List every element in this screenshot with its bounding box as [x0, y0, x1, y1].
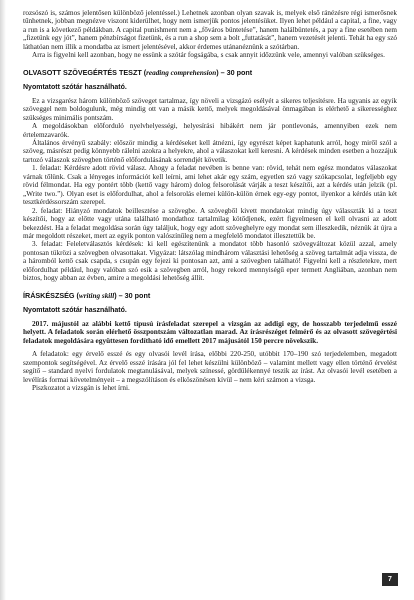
page-number-badge: 7: [382, 573, 398, 586]
section-subheading-reading: Nyomtatott szótár használható.: [23, 83, 127, 91]
paragraph-reading-3: Általános érvényű szabály: először mindig a kérdéseket kell átnézni, így egyrészt képet kaphatunk arról, hogy miről szól a szöveg, másrészt pedig könnyebb rálelni azokra a helyekre, ahol a válaszokat kell keresni. A kérdések minden esetben a hozzájuk tartozó válaszok szövegben történő előfordulásának sorrendjét követik.: [23, 138, 397, 164]
paragraph-reading-task-1: 1. feladat: Kérdésre adott rövid válasz. Ahogy a feladat nevében is benne van: rövid, tehát nem egész mondatos válaszokat várnak tőlünk. Csak a lényeges információt kell leírni, ami lehet akár egy szám, egyetlen szó vagy szókapcsolat, legfeljebb egy rövid félmondat. Ha egy pontért több (kettő vagy három) dolog felsorolását várják a teszt készítői, azt a kérdés után jelzik (pl. „Write two.”). Olyan eset is előfordulhat, ahol a felsorolás elemei külön-külön érnek egy-egy pontot, ilyenkor a kérdés után két tesztkérdéssorszám szerepel.: [23, 164, 397, 207]
section-heading-writing-prefix: ÍRÁSKÉSZSÉG (: [23, 290, 79, 300]
paragraph-writing-bold: 2017. májustól az alábbi kettő típusú írásfeladat szerepel a vizsgán az addigi egy, de hosszabb terjedelmű esszé helyett. A feladatok során elérhető összpontszám változatlan marad. Az írásrészéget felmérő és az olvasott szövegértési feladatok megoldására együttesen fordítható idő emellett 2017 májusától 150 percre növekszik.: [23, 318, 397, 345]
section-heading-writing-italic: writing skill: [78, 291, 115, 300]
section-subheading-writing: Nyomtatott szótár használható.: [23, 306, 127, 314]
paragraph-reading-task-2: 2. feladat: Hiányzó mondatok beillesztése a szövegbe. A szövegből kivett mondatokat mindig úgy válasszták ki a teszt készítői, hogy az előtte vagy utána található mondathoz tartalmilag kötődjenek, ezért figyelmesen el kell olvasni az adott bekezdést. Ha a feladat megoldása során úgy találjuk, hogy egy adott szöveghelyre egy mondat sem illeszkedik, néznük át újra a már megoldott részeket, mert az egyik ponton valószínűleg nem a megfelelő mondatot illesztettük be.: [23, 206, 397, 240]
paragraph-writing-draft: Piszkozatot a vizsgán is lehet írni.: [32, 384, 130, 393]
section-heading-reading-prefix: OLVASOTT SZÖVEGÉRTÉS TESZT (: [23, 67, 147, 77]
section-heading-reading-suffix: ) – 30 pont: [216, 67, 253, 77]
paragraph-writing-tasks: A feladatok: egy érvelő esszé és egy olvasói levél írása, előbbi 220-250, utóbbit 170–190 szó terjedelemben, megadott szempontok segítségével. Az érvelő esszé írására jól fel lehet készülni különböző – valamint mellett vagy ellen történő érvelést segítő – standard nyelvi fordulatok megtanulásával, melyek színessé, gördülékennyé teszik az írást. Az olvasói levél esetében a levélírás formai követelményeit – a megszólításon és elköszönésen kívül – nem kéri számon a vizsga.: [23, 350, 397, 384]
section-heading-writing-suffix: ) – 30 pont: [114, 290, 151, 300]
page-content: [23, 9, 397, 393]
paragraph-reading-task-3: 3. feladat: Feleletválasztós kérdések: ki kell egészítenünk a mondatot több hasonló szövegváltozat közül azzal, amely pontosan tükrözi a szövegben olvasottakat. Vigyázat: látszólag mindhárom választási lehetőség a szöveg tartalmát adja vissza, de a háromból kettő csak csapda, s csupán egy fejezi ki pontosan azt, ami a szövegben található! Figyelni kell a részletekre, mert előfordulhat például, hogy valóban szó esik a szövegben arról, hogy rekord mennyiségű eper termett Angliában, azonban nem biztos, hogy abban az évben, amire a megoldási lehetőség állít.: [23, 240, 397, 283]
section-heading-reading: [23, 68, 397, 78]
page-gutter-shadow: [0, 0, 6, 600]
paragraph-intro: rozsószó is, számos jelentősen különböző jelentéssel.) Lehetnek azonban olyan szavak is, melyek első ránézésre régi ismerősnek tűnhetnek, jobban megnézve viszont kiderülhet, hogy nem ismerjük pontos jelentésüket. Ilyen lehet például a capital, a fine, vagy a run is a következő példákban. A capital punishment nem a „főváros büntetése”, hanem halálbüntetés, a pay a fine esetében nem „fizetünk egy jót”, hanem pénzbírságot fizetünk, és a run a shop sem a bolt „futtatását”, hanem vezetését jelenti. Tehát ha egy szó láthatóan nem illik a mondatba az ismert jelentésével, akkor érdemes utánanéznünk a szótárban.: [23, 9, 397, 51]
paragraph-dictionary-note: Arra is figyelni kell azonban, hogy ne essünk a szótár fogságába, s csak annyit időzzünk vele, amennyi valóban szükséges.: [32, 51, 385, 60]
paragraph-reading-1: Ez a vizsgarész három különböző szöveget tartalmaz, így növeli a vizsgázó esélyét a sikeres teljesítésre. Ha ugyanis az egyik szöveggel nem boldogulunk, még mindig ott van a másik kettő, melyek megoldásával önmagában is elérhető a sikerességhez szükséges minimális pontszám.: [23, 96, 397, 122]
section-heading-writing: [23, 291, 397, 301]
section-heading-reading-italic: reading comprehension: [146, 68, 217, 77]
paragraph-reading-2: A megoldásokban előforduló nyelvhelyességi, helyesírási hibákért nem jár pontlevonás, amennyiben ezek nem értelemzavarók.: [23, 122, 397, 139]
